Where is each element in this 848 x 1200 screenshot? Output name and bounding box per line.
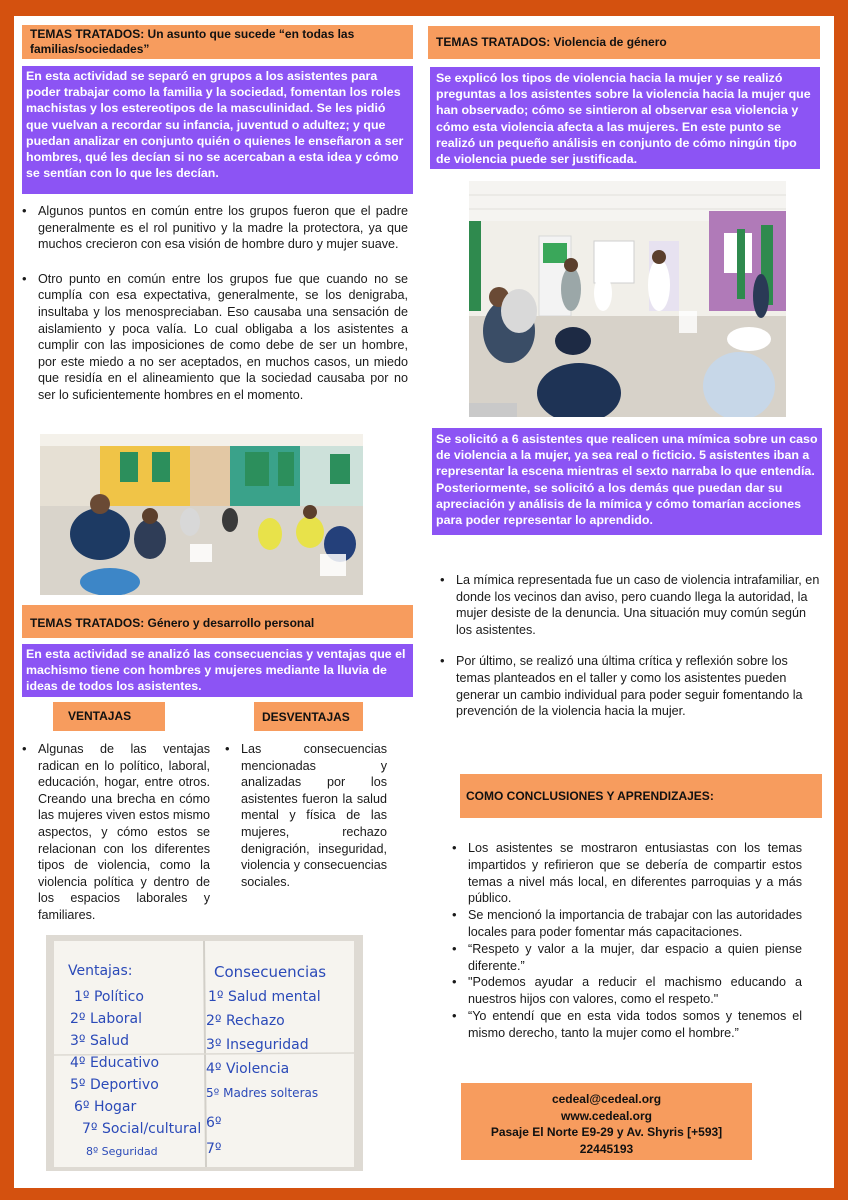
desventajas-list: [225, 741, 387, 890]
conclusions-bullets: [452, 840, 802, 1042]
poster-right-item: 7º: [206, 1141, 222, 1157]
list-item: • “Yo entendí que en esta vida todos somos y tenemos el mismo derecho, tanto la mujer como el hombre.”: [452, 1008, 802, 1042]
section2-title: TEMAS TRATADOS: Violencia de género: [428, 26, 820, 59]
poster-right-title: Consecuencias: [214, 963, 327, 981]
section2-intro: Se explicó los tipos de violencia hacia la mujer y se realizó preguntas a los asistentes sobre la violencia hacia la mujer que han observado; cómo se sintieron al observar esa violencia y cómo esta violencia afecta a las mujeres. En este punto se realizó un pequeño análisis en conjunto de cómo ningún tipo de violencia puede ser justificada.: [430, 67, 820, 169]
section3-intro: En esta actividad se analizó las consecuencias y ventajas que el machismo tiene con hombres y mujeres mediante la lluvia de ideas de todos los asistentes.: [22, 644, 413, 697]
list-item: • Otro punto en común entre los grupos fue que cuando no se cumplía con esa expectativa, generalmente, se los denigraba, insultaba y los menospreciaban. Eso causaba una sensación de aislamiento y poca valía. Lo cual obligaba a los asistentes a cumplir con las imposiciones de como debe de ser un hombre, por este miedo a no ser aceptados, en muchos casos, un miedo que residía en el alineamiento que la sociedad causaba por no ser lo suficientemente hombres en el momento.: [22, 271, 408, 404]
section1-title: TEMAS TRATADOS: Un asunto que sucede “en todas las familias/sociedades”: [22, 25, 413, 59]
poster-right-item: 5º Madres solteras: [206, 1086, 319, 1100]
list-item: • La mímica representada fue un caso de violencia intrafamiliar, en donde los vecinos dan aviso, pero cuando llega la autoridad, la mujer desiste de la denuncia. Una situación muy común según los asistentes.: [440, 572, 820, 638]
conclusions-title: COMO CONCLUSIONES Y APRENDIZAJES:: [460, 774, 822, 818]
contact-web[interactable]: www.cedeal.org: [561, 1108, 652, 1123]
poster-left-item: 7º Social/cultural: [82, 1121, 202, 1137]
brainstorm-poster-photo: [46, 935, 363, 1171]
section2-bullets: [440, 572, 820, 720]
poster-right-item: 6º: [206, 1115, 222, 1131]
section2-mimica: Se solicitó a 6 asistentes que realicen una mímica sobre un caso de violencia a la mujer, ya sea real o ficticio. 5 asistentes iban a representar la escena mientras el sexto narraba lo que entendía. Posteriormente, se solicitó a los demás que puedan dar su apreciación y análisis de la mímica y cómo tomarían acciones para poder representar lo aprendido.: [432, 428, 822, 535]
poster-left-item: 3º Salud: [70, 1033, 130, 1049]
ventajas-label: VENTAJAS: [53, 702, 165, 731]
poster-right-item: 3º Inseguridad: [206, 1037, 309, 1053]
poster-right-item: 4º Violencia: [206, 1061, 290, 1077]
desventajas-label: DESVENTAJAS: [254, 702, 363, 731]
poster-left-item: 5º Deportivo: [70, 1077, 159, 1093]
contact-email[interactable]: cedeal@cedeal.org: [551, 1092, 662, 1106]
workshop-photo-1: [40, 434, 363, 595]
section1-bullets: [22, 203, 408, 404]
poster-right-item: 2º Rechazo: [206, 1013, 285, 1029]
list-item: • Las consecuencias mencionadas y analizadas por los asistentes fueron la salud mental y física de las mujeres, rechazo denigración, inseguridad, violencia y consecuencias sociales.: [225, 741, 387, 890]
contact-box: [461, 1083, 752, 1160]
section3-title: TEMAS TRATADOS: Género y desarrollo personal: [22, 605, 413, 638]
poster-right-item: 1º Salud mental: [208, 989, 321, 1005]
poster-left-item: 1º Político: [74, 989, 144, 1005]
list-item: • Algunos puntos en común entre los grupos fueron que el padre generalmente es el rol punitivo y la madre la protectora, ya que muchos crecieron con esa visión de hombre duro y mujer suave.: [22, 203, 408, 253]
poster-left-title: Ventajas:: [68, 963, 133, 979]
ventajas-list: [22, 741, 210, 924]
poster-left-item: 6º Hogar: [74, 1099, 137, 1115]
poster-left-item: 2º Laboral: [70, 1011, 143, 1027]
workshop-photo-2: [469, 181, 786, 417]
contact-address: Pasaje El Norte E9-29 y Av. Shyris [+593] 22445193: [490, 1125, 723, 1156]
list-item: • “Respeto y valor a la mujer, dar espacio a quien piense diferente.”: [452, 941, 802, 975]
section1-intro: En esta actividad se separó en grupos a los asistentes para poder trabajar como la familia y la sociedad, fomentan los roles machistas y los estereotipos de la masculinidad. Se les pidió que vuelvan a recordar su infancia, juventud o adultez; y que puedan analizar en conjunto quién o quienes le enseñaron a ser hombres, qué les decían si no se acercaban a esta idea y cómo se sentían con lo que les decían.: [22, 66, 413, 194]
list-item: • Algunas de las ventajas radican en lo político, laboral, educación, hogar, entre otros. Creando una brecha en cómo las mujeres viven estos mismo aspectos, y cómo estos se relacionan con los diferentes tipos de violencia, como la violencia política y dentro de los espacios laborales y familiares.: [22, 741, 210, 924]
poster-left-item: 8º Seguridad: [86, 1145, 158, 1158]
list-item: • Se mencionó la importancia de trabajar con las autoridades locales para poder fomentar más capacitaciones.: [452, 907, 802, 941]
list-item: • "Podemos ayudar a reducir el machismo educando a nuestros hijos con valores, como el respeto.": [452, 974, 802, 1008]
poster-left-item: 4º Educativo: [70, 1055, 160, 1071]
list-item: • Los asistentes se mostraron entusiastas con los temas impartidos y refirieron que se debería de compartir estos temas a nivel más local, en diferentes parroquias y a más público.: [452, 840, 802, 907]
list-item: • Por último, se realizó una última crítica y reflexión sobre los temas planteados en el taller y como los asistentes pueden generar un cambio individual para poder seguir fomentando la prevención de la violencia hacia la mujer.: [440, 653, 820, 719]
